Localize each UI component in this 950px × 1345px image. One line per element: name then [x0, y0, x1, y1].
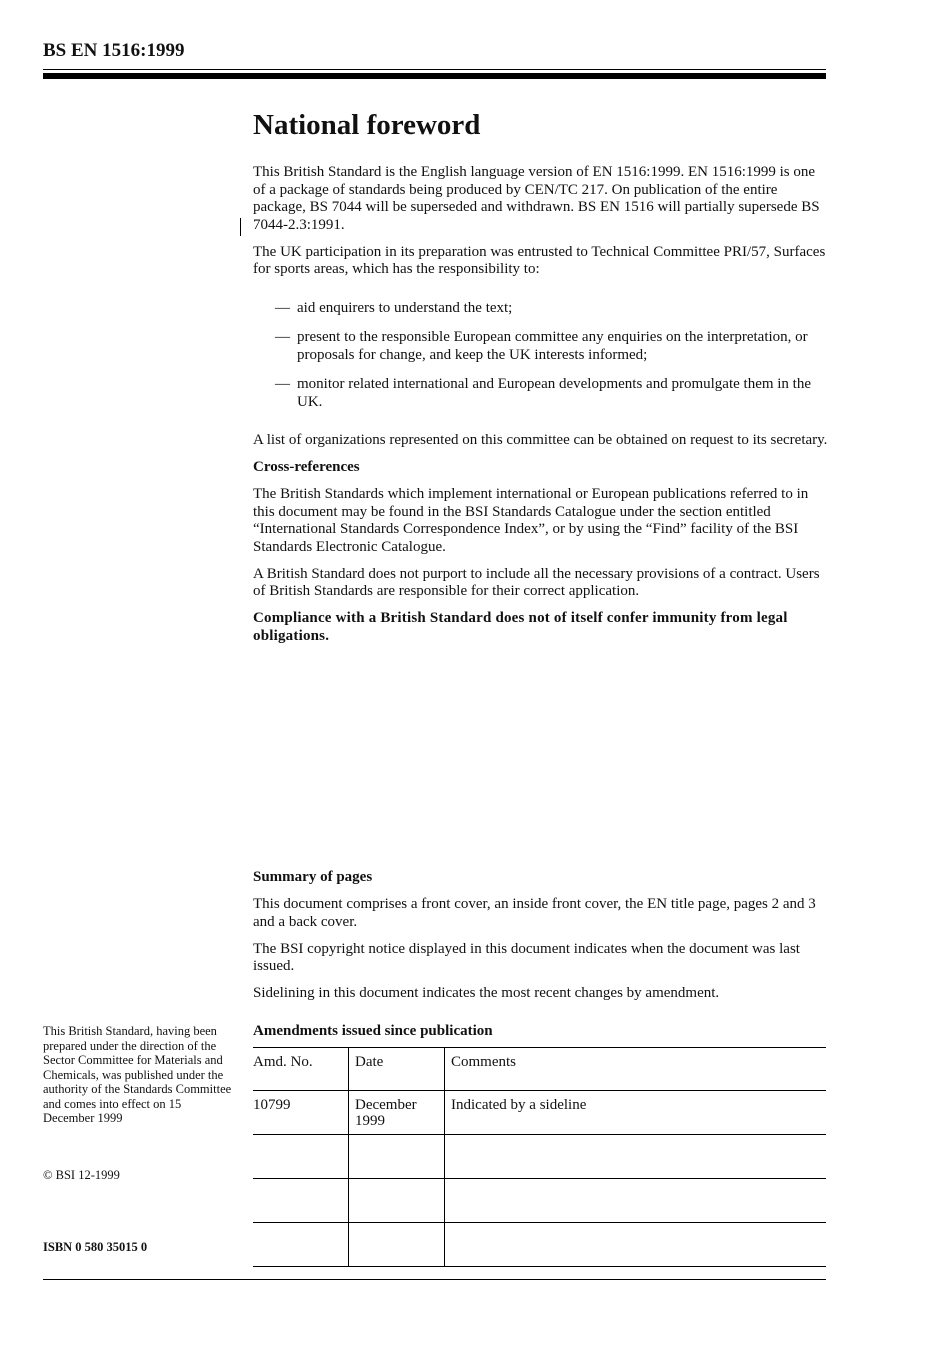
- dash-bullet: —: [275, 376, 290, 392]
- compliance-statement: Compliance with a British Standard does not of itself confer immunity from legal obligations.: [253, 610, 788, 644]
- copyright-line: © BSI 12-1999: [43, 1168, 120, 1182]
- isbn-line: ISBN 0 580 35015 0: [43, 1240, 148, 1254]
- summary-pages-text: This document comprises a front cover, an inside front cover, the EN title page, pages 2 and 3 and a back cover.: [253, 896, 816, 930]
- amendments-table: [253, 1047, 826, 1267]
- document-code: BS EN 1516:1999: [43, 40, 185, 61]
- amendments-heading: Amendments issued since publication: [253, 1023, 493, 1039]
- footer-rule: [43, 1279, 826, 1280]
- participation-paragraph: The UK participation in its preparation was entrusted to Technical Committee PRI/57, Surfaces for sports areas, which has the responsibility to:: [253, 243, 826, 277]
- header-rule-thick: [43, 73, 826, 79]
- column-header-comments: Comments: [445, 1048, 827, 1091]
- list-item-text: monitor related international and European developments and promulgate them in the UK.: [297, 376, 812, 410]
- list-item-text: aid enquirers to understand the text;: [297, 299, 513, 316]
- comments-cell: Indicated by a sideline: [445, 1091, 827, 1135]
- amd-no-cell: [253, 1179, 349, 1223]
- dash-bullet: —: [275, 329, 290, 345]
- date-cell: [349, 1179, 445, 1223]
- amd-no-cell: [253, 1135, 349, 1179]
- publication-note-text: This British Standard, having been prepared under the direction of the Sector Committee for Materials and Chemicals, was published under the authority of the Standards Committee and comes into effect on 15 December 1999: [43, 1024, 232, 1125]
- comments-cell: [445, 1179, 827, 1223]
- table-row: [253, 1179, 826, 1223]
- sidelining-text: Sidelining in this document indicates the most recent changes by amendment.: [253, 985, 720, 1001]
- column-header-date: Date: [349, 1048, 445, 1091]
- publication-note: [43, 1024, 235, 1126]
- summary-of-pages: [253, 869, 828, 1012]
- table-row: [253, 1135, 826, 1179]
- list-item: [253, 329, 828, 364]
- page-title: National foreword: [253, 109, 481, 141]
- table-row: [253, 1223, 826, 1267]
- copyright-notice-text: The BSI copyright notice displayed in this document indicates when the document was last issued.: [253, 940, 800, 974]
- list-item: [253, 300, 828, 318]
- column-header-amd-no: Amd. No.: [253, 1048, 349, 1091]
- contract-paragraph: A British Standard does not purport to include all the necessary provisions of a contract. Users of British Standards are responsible for their correct application.: [253, 565, 820, 599]
- dash-bullet: —: [275, 299, 290, 316]
- table-row: [253, 1091, 826, 1135]
- cross-references-paragraph: The British Standards which implement international or European publications referred to in this document may be found in the BSI Standards Catalogue under the section entitled “International Standards Correspondence Index”, or by using the “Find” facility of the BSI Standards Electronic Catalogue.: [253, 486, 809, 555]
- amendment-sideline: [240, 218, 241, 236]
- amd-no-cell: [253, 1223, 349, 1267]
- summary-heading: Summary of pages: [253, 869, 373, 885]
- list-item-text: present to the responsible European committee any enquiries on the interpretation, or proposals for change, and keep the UK interests informed;: [297, 329, 808, 363]
- comments-cell: [445, 1135, 827, 1179]
- header-rule-thin: [43, 69, 826, 70]
- date-cell: [349, 1135, 445, 1179]
- amd-no-cell: 10799: [253, 1091, 349, 1135]
- organizations-paragraph: A list of organizations represented on this committee can be obtained on request to its secretary.: [253, 432, 828, 448]
- date-cell: [349, 1223, 445, 1267]
- list-item: [253, 376, 828, 411]
- national-foreword: [253, 108, 828, 655]
- comments-cell: [445, 1223, 827, 1267]
- table-header-row: [253, 1048, 826, 1091]
- responsibility-list: [253, 300, 828, 412]
- intro-paragraph: This British Standard is the English language version of EN 1516:1999. EN 1516:1999 is one of a package of standards being produced by CEN/TC 217. On publication of the entire package, BS 7044 will be superseded and withdrawn. BS EN 1516 will partially supersede BS 7044-2.3:1991.: [253, 164, 820, 233]
- date-cell: December 1999: [349, 1091, 445, 1135]
- cross-references-heading: Cross-references: [253, 459, 360, 475]
